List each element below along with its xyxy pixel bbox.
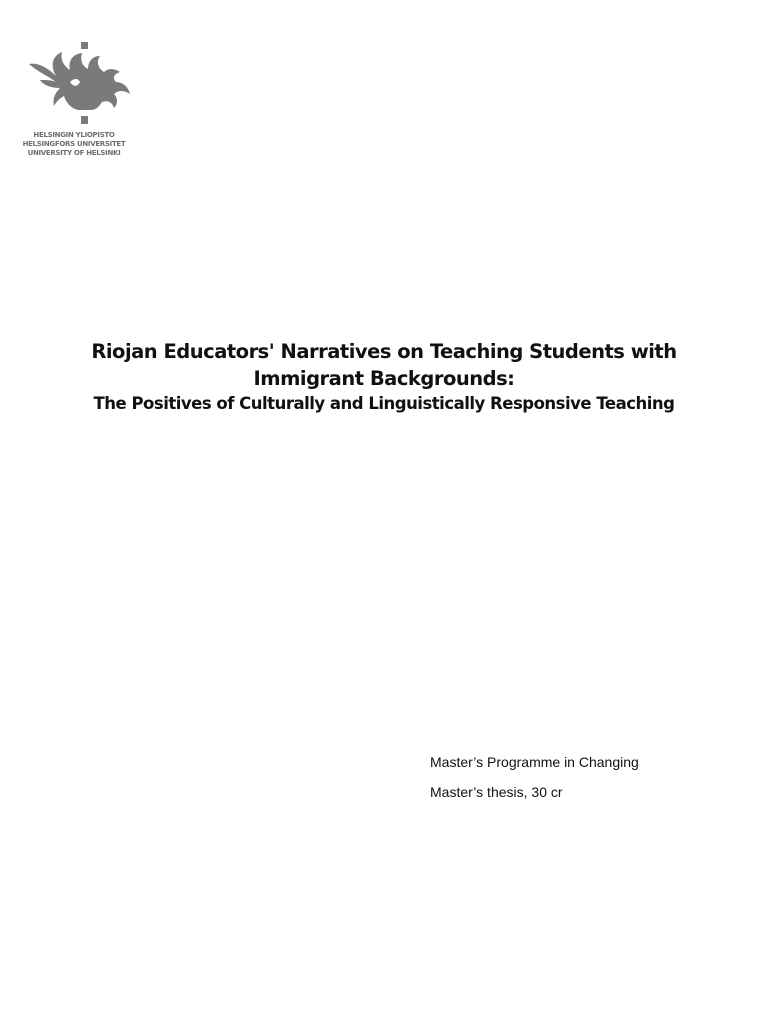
thesis-credits-label: Master’s thesis, 30 cr xyxy=(430,784,563,800)
thesis-meta xyxy=(430,754,639,801)
university-logo xyxy=(14,42,134,164)
thesis-title-block xyxy=(60,338,708,416)
logo-line-english: UNIVERSITY OF HELSINKI xyxy=(27,149,121,157)
logo-line-swedish: HELSINGFORS UNIVERSITET xyxy=(22,140,126,148)
thesis-title-line-1: Riojan Educators' Narratives on Teaching Students with xyxy=(91,340,677,363)
thesis-subtitle: The Positives of Culturally and Linguistically Responsive Teaching xyxy=(93,394,675,413)
logo-line-finnish: HELSINGIN YLIOPISTO xyxy=(33,131,115,139)
programme-label: Master’s Programme in Changing xyxy=(430,754,639,770)
thesis-title-line-2: Immigrant Backgrounds: xyxy=(253,367,515,390)
logo-wordmark xyxy=(14,131,134,158)
flame-crest-icon xyxy=(26,42,134,128)
